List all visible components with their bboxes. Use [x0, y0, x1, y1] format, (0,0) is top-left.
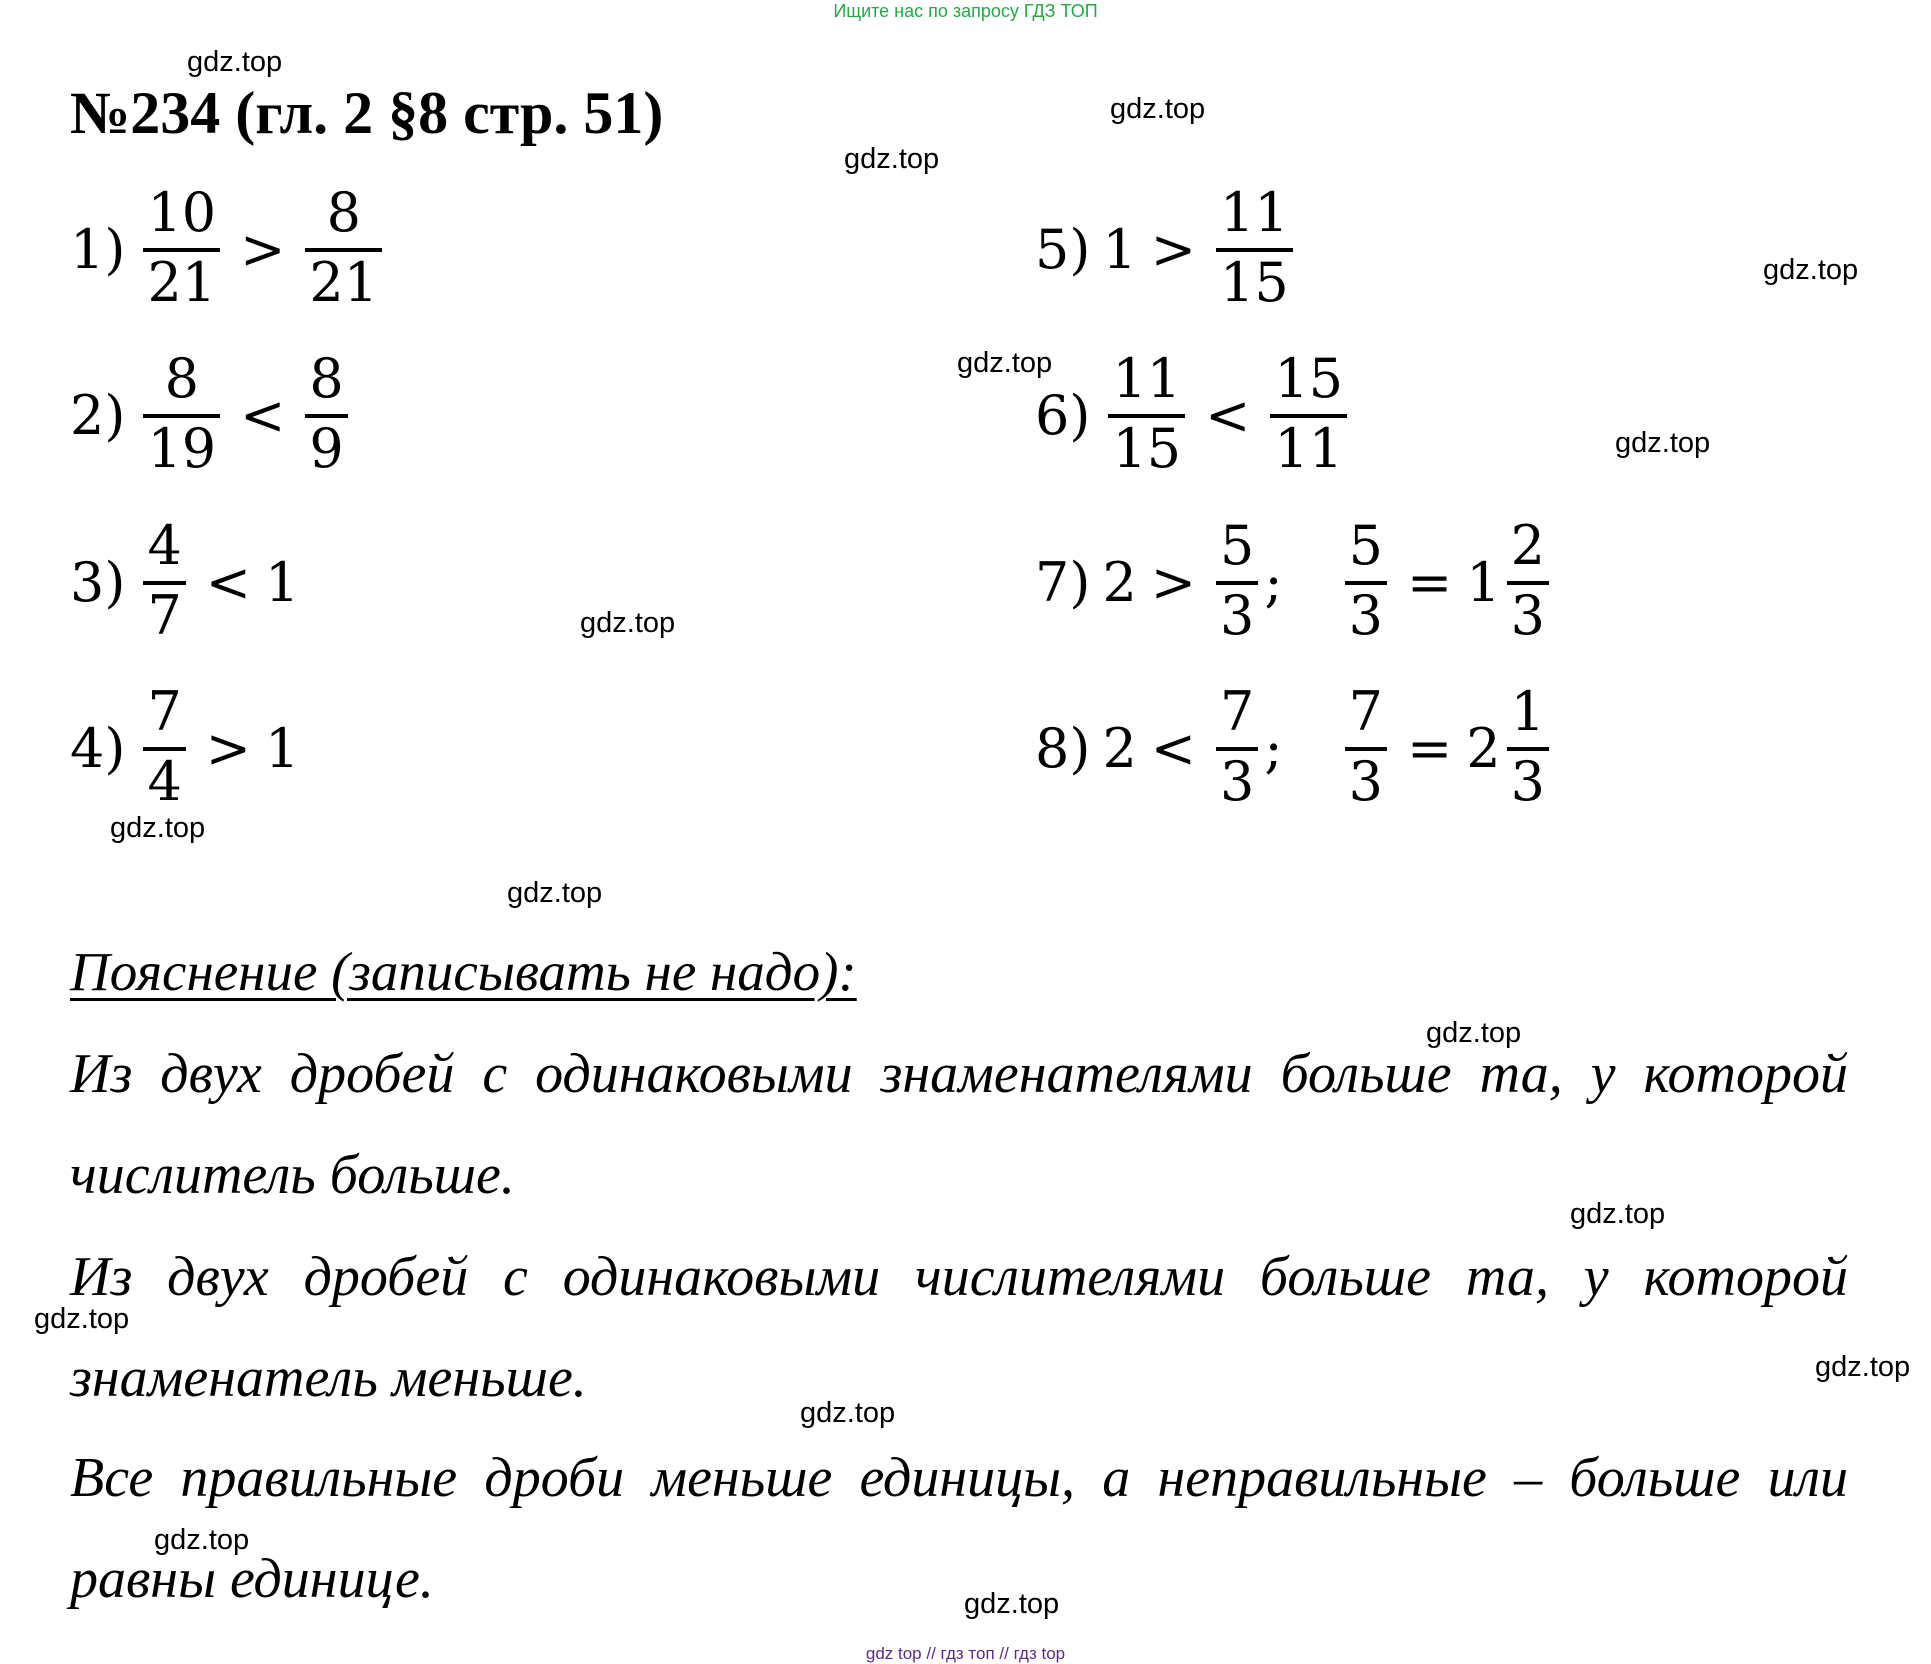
fraction [1270, 348, 1347, 484]
watermark: gdz.top [800, 1397, 896, 1429]
numerator: 7 [147, 680, 182, 743]
semicolon: ; [1264, 551, 1283, 614]
numerator: 7 [1220, 680, 1255, 743]
item-number: 2) [70, 384, 126, 447]
explanation-paragraph: Все правильные дроби меньше единицы, а неправильные – больше или равны единице. [70, 1447, 1848, 1610]
fraction [1216, 681, 1258, 817]
fraction [1345, 515, 1387, 651]
item-number: 6) [1035, 384, 1091, 447]
fraction [143, 182, 220, 318]
denominator: 3 [1510, 750, 1545, 813]
watermark: gdz.top [964, 1588, 1060, 1620]
page-title: №234 (гл. 2 §8 стр. 51) [70, 80, 664, 146]
denominator: 3 [1510, 584, 1545, 647]
fraction [1108, 348, 1185, 484]
denominator: 21 [309, 251, 379, 314]
watermark: gdz.top [34, 1303, 130, 1335]
explanation-paragraph: Из двух дробей с одинаковыми числителями больше та, у которой знаменатель меньше. [70, 1246, 1848, 1409]
item-1 [70, 170, 388, 330]
denominator: 9 [309, 417, 344, 480]
fraction [143, 348, 220, 484]
fraction [143, 681, 185, 817]
fraction [305, 348, 347, 484]
item-4 [70, 669, 299, 829]
relation-sign: < [1205, 384, 1251, 447]
whole-part: 1 [1466, 551, 1501, 614]
watermark: gdz.top [187, 46, 283, 78]
item-number: 1) [70, 218, 126, 281]
item-6 [1035, 336, 1353, 496]
watermark: gdz.top [580, 607, 676, 639]
watermark: gdz.top [1815, 1351, 1911, 1383]
item-5 [1035, 170, 1299, 330]
denominator: 15 [1220, 251, 1289, 314]
item-number: 5) [1035, 218, 1091, 281]
fraction [1507, 515, 1549, 651]
fraction [1507, 681, 1549, 817]
footer-links [0, 1645, 1931, 1663]
relation-sign: < [1150, 717, 1197, 780]
numerator: 11 [1112, 347, 1182, 410]
fraction [305, 182, 382, 318]
numerator: 15 [1274, 347, 1344, 410]
denominator: 21 [147, 251, 217, 314]
explanation-heading: Пояснение (записывать не надо): [70, 941, 857, 1002]
watermark: gdz.top [1110, 93, 1206, 125]
footer-link[interactable]: гдз top [1013, 1644, 1066, 1663]
watermark: gdz.top [1426, 1017, 1522, 1049]
watermark: gdz.top [1615, 427, 1711, 459]
item-8 [1035, 669, 1555, 829]
numerator: 11 [1220, 181, 1289, 244]
numerator: 4 [147, 514, 182, 577]
item-number: 4) [70, 717, 126, 780]
watermark: gdz.top [507, 877, 603, 909]
watermark: gdz.top [957, 347, 1053, 379]
numerator: 5 [1220, 514, 1255, 577]
item-number: 7) [1035, 551, 1091, 614]
footer-separator: // [999, 1644, 1009, 1663]
top-banner: Ищите нас по запросу ГДЗ ТОП [833, 1, 1098, 21]
semicolon: ; [1264, 717, 1283, 780]
whole-part: 2 [1466, 717, 1501, 780]
denominator: 4 [147, 750, 182, 813]
denominator: 7 [147, 584, 182, 647]
numerator: 5 [1348, 514, 1383, 577]
item-number: 3) [70, 551, 126, 614]
number: 1 [1102, 218, 1137, 281]
item-number: 8) [1035, 717, 1091, 780]
denominator: 11 [1274, 417, 1344, 480]
watermark: gdz.top [1570, 1198, 1666, 1230]
relation-sign: > [1150, 551, 1197, 614]
denominator: 19 [147, 417, 217, 480]
denominator: 15 [1112, 417, 1182, 480]
number: 2 [1102, 717, 1137, 780]
watermark: gdz.top [110, 812, 206, 844]
numerator: 2 [1510, 514, 1545, 577]
number: 1 [265, 717, 300, 780]
relation-sign: > [240, 218, 286, 281]
footer-link[interactable]: gdz top [865, 1644, 922, 1663]
watermark: gdz.top [844, 143, 940, 175]
item-2 [70, 336, 354, 496]
fraction [1345, 681, 1387, 817]
denominator: 3 [1348, 750, 1383, 813]
equals-sign: = [1406, 717, 1453, 780]
numerator: 8 [164, 347, 199, 410]
numerator: 7 [1348, 680, 1383, 743]
fraction [1216, 182, 1293, 318]
relation-sign: < [240, 384, 286, 447]
footer-separator: // [926, 1644, 936, 1663]
numerator: 8 [309, 347, 344, 410]
numerator: 8 [326, 181, 361, 244]
equals-sign: = [1406, 551, 1453, 614]
denominator: 3 [1348, 584, 1383, 647]
explanation-paragraph: Из двух дробей с одинаковыми знаменателями больше та, у которой числитель больше. [70, 1043, 1848, 1206]
fraction [143, 515, 185, 651]
relation-sign: > [1150, 218, 1197, 281]
number: 1 [265, 551, 300, 614]
relation-sign: > [205, 717, 252, 780]
relation-sign: < [205, 551, 252, 614]
watermark: gdz.top [154, 1524, 250, 1556]
numerator: 10 [147, 181, 217, 244]
footer-link[interactable]: гдз топ [940, 1644, 995, 1663]
denominator: 3 [1220, 750, 1255, 813]
numerator: 1 [1510, 680, 1545, 743]
item-7 [1035, 503, 1555, 663]
number: 2 [1102, 551, 1137, 614]
fraction [1216, 515, 1258, 651]
denominator: 3 [1220, 584, 1255, 647]
watermark: gdz.top [1763, 254, 1859, 286]
item-3 [70, 503, 299, 663]
